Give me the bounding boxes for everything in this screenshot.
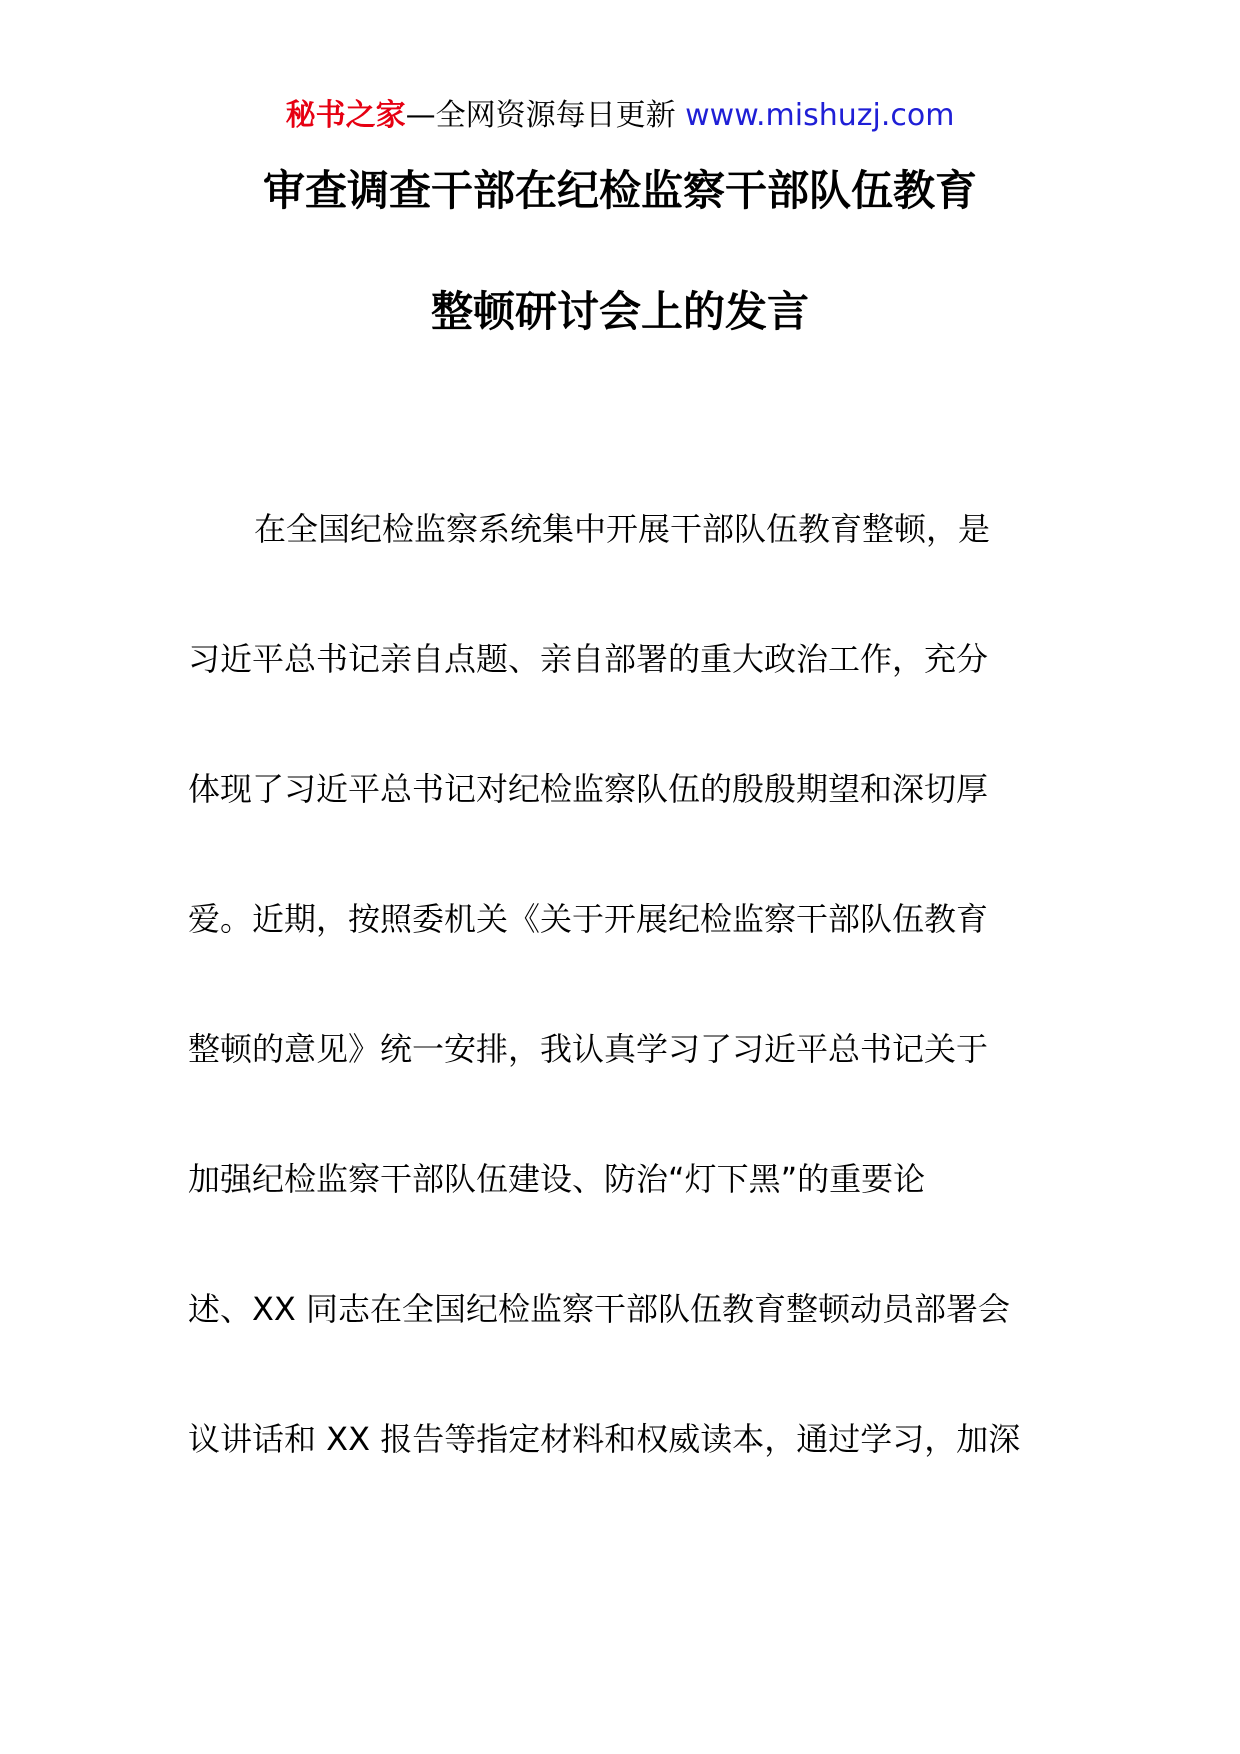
body-line-1: 在全国纪检监察系统集中开展干部队伍教育整顿，是 <box>254 510 991 548</box>
site-url-link[interactable]: www.mishuzj.com <box>685 98 955 133</box>
body-line-8: 议讲话和 XX 报告等指定材料和权威读本，通过学习，加深 <box>188 1420 1021 1458</box>
body-line-4: 爱。近期，按照委机关《关于开展纪检监察干部队伍教育 <box>188 900 989 938</box>
body-line-7: 述、XX 同志在全国纪检监察干部队伍教育整顿动员部署会 <box>188 1290 1011 1328</box>
document-title-line-2: 整顿研讨会上的发言 <box>430 287 809 336</box>
body-line-3: 体现了习近平总书记对纪检监察队伍的殷殷期望和深切厚 <box>188 770 989 808</box>
document-title-line-1: 审查调查干部在纪检监察干部队伍教育 <box>262 166 977 215</box>
brand-name: 秘书之家 <box>285 98 406 133</box>
site-header <box>0 96 1240 136</box>
header-tagline: —全网资源每日更新 <box>405 98 686 133</box>
body-line-2: 习近平总书记亲自点题、亲自部署的重大政治工作，充分 <box>188 640 989 678</box>
body-line-6: 加强纪检监察干部队伍建设、防治“灯下黑”的重要论 <box>188 1160 926 1198</box>
body-line-5: 整顿的意见》统一安排，我认真学习了习近平总书记关于 <box>188 1030 989 1068</box>
